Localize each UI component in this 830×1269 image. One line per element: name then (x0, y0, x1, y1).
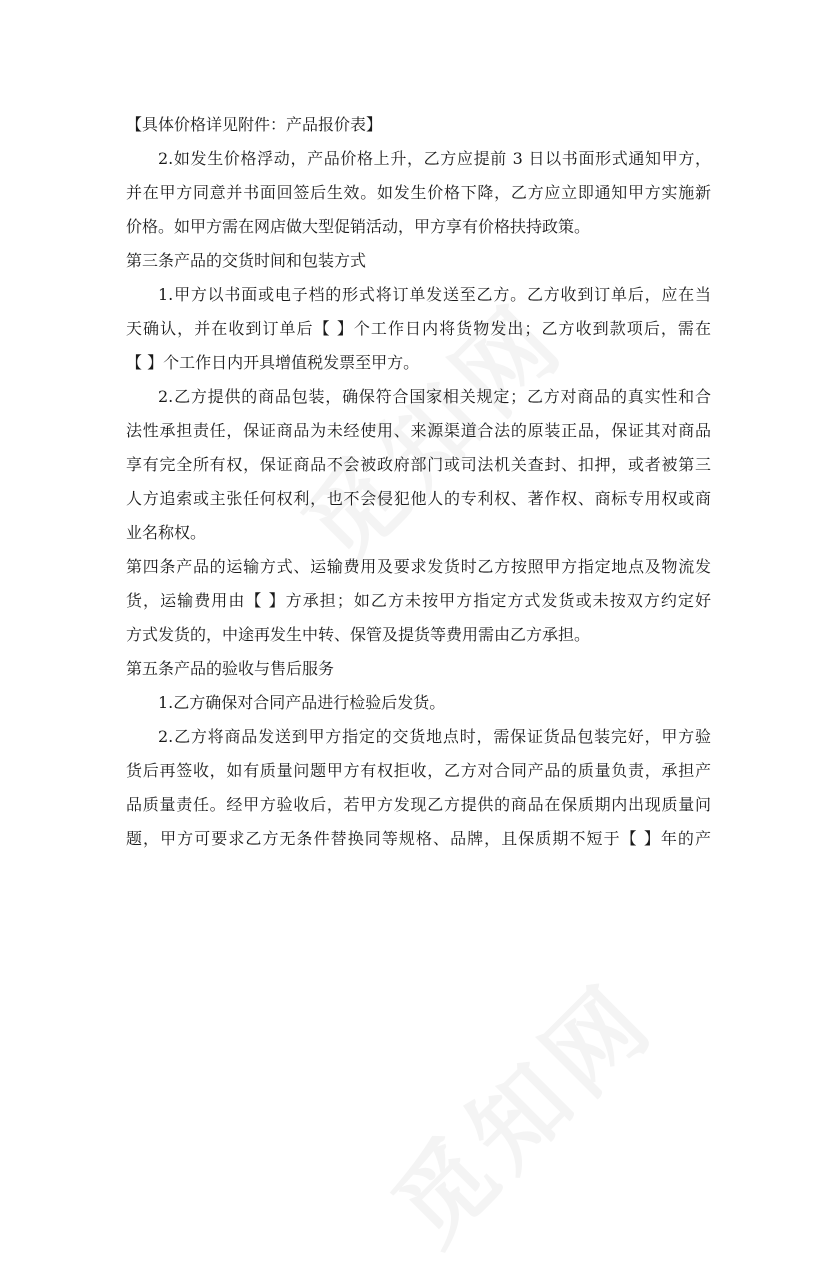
paragraph-line: 方式发货的，中途再发生中转、保管及提货等费用需由乙方承担。 (126, 625, 591, 644)
section-heading: 第四条产品的运输方式、运输费用及要求发货时乙方按照甲方指定地点及物流发 (126, 557, 711, 576)
paragraph-line: 法性承担责任，保证商品为未经使用、来源渠道合法的原装正品，保证其对商品 (126, 421, 711, 440)
paragraph-line: 1.乙方确保对合同产品进行检验后发货。 (158, 693, 446, 712)
document-body (126, 108, 711, 856)
paragraph-line: 货，运输费用由【 】方承担；如乙方未按甲方指定方式发货或未按双方约定好 (126, 591, 711, 610)
section-heading: 第五条产品的验收与售后服务 (126, 659, 335, 678)
paragraph-line: 天确认，并在收到订单后【 】个工作日内将货物发出；乙方收到款项后，需在 (126, 319, 711, 338)
paragraph-line: 业名称权。 (126, 523, 207, 542)
paragraph-line: 人方追索或主张任何权利，也不会侵犯他人的专利权、著作权、商标专用权或商 (126, 489, 711, 508)
paragraph-line: 品质量责任。经甲方验收后，若甲方发现乙方提供的商品在保质期内出现质量问 (126, 795, 711, 814)
paragraph-line: 2.乙方提供的商品包装，确保符合国家相关规定；乙方对商品的真实性和合 (158, 387, 711, 406)
paragraph-line: 价格。如甲方需在网店做大型促销活动，甲方享有价格扶持政策。 (126, 217, 591, 236)
paragraph-line: 享有完全所有权，保证商品不会被政府部门或司法机关查封、扣押，或者被第三 (126, 455, 711, 474)
section-heading: 第三条产品的交货时间和包装方式 (126, 251, 367, 270)
paragraph-line: 2.乙方将商品发送到甲方指定的交货地点时，需保证货品包装完好，甲方验 (158, 727, 711, 746)
watermark (358, 948, 680, 1269)
paragraph-line: 并在甲方同意并书面回签后生效。如发生价格下降，乙方应立即通知甲方实施新 (126, 183, 711, 202)
paragraph-line: 货后再签收，如有质量问题甲方有权拒收，乙方对合同产品的质量负责，承担产 (126, 761, 711, 780)
paragraph-line: 【具体价格详见附件：产品报价表】 (126, 115, 383, 134)
paragraph-line: 1.甲方以书面或电子档的形式将订单发送至乙方。乙方收到订单后，应在当 (158, 285, 711, 304)
paragraph-line: 2.如发生价格浮动，产品价格上升，乙方应提前 3 日以书面形式通知甲方， (158, 149, 711, 168)
paragraph-line: 【 】个工作日内开具增值税发票至甲方。 (126, 353, 420, 372)
paragraph-line: 题，甲方可要求乙方无条件替换同等规格、品牌，且保质期不短于【 】年的产 (126, 829, 711, 848)
